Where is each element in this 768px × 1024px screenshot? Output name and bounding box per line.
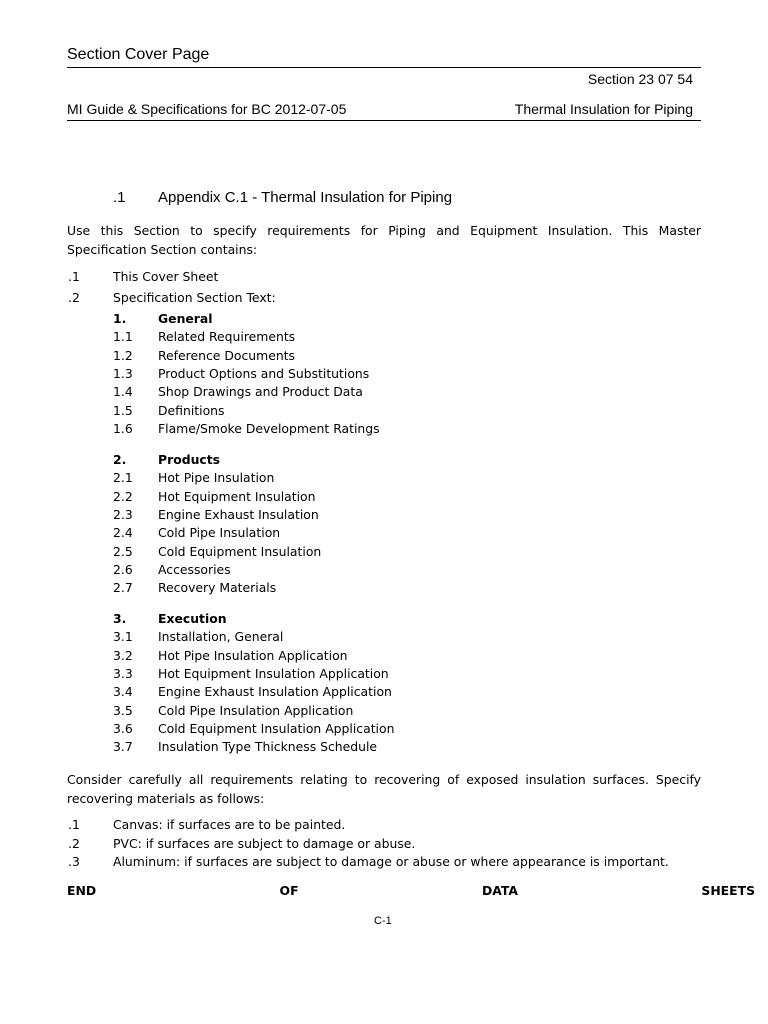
toc-item	[0, 666, 768, 684]
list-item-text: Aluminum: if surfaces are subject to damage or abuse or where appearance is important.	[113, 854, 669, 869]
toc-number: 3.3	[113, 666, 133, 681]
list-item-text: This Cover Sheet	[113, 269, 219, 284]
list-item	[0, 854, 768, 872]
header-rule-top	[67, 67, 701, 68]
list-item	[0, 817, 768, 835]
toc-text: Hot Pipe Insulation Application	[158, 648, 348, 663]
toc-number: 2.5	[113, 544, 133, 559]
toc-text: Cold Pipe Insulation Application	[158, 703, 354, 718]
toc-number: 1.3	[113, 366, 133, 381]
page-title: Section Cover Page	[67, 46, 210, 63]
end-word: END	[67, 883, 97, 898]
group-number: 1.	[113, 311, 127, 326]
recovering-paragraph: Consider carefully all requirements relating to recovering of exposed insulation surfaces. Specify recovering materials as follows:	[67, 772, 701, 806]
toc-item	[0, 403, 768, 421]
list-item-number: .1	[68, 269, 80, 284]
toc-number: 1.2	[113, 348, 133, 363]
toc-text: Product Options and Substitutions	[158, 366, 370, 381]
toc-number: 1.5	[113, 403, 133, 418]
intro-paragraph: Use this Section to specify requirements for Piping and Equipment Insulation. This Master Specification Section contains:	[67, 223, 701, 257]
list-item	[0, 836, 768, 854]
group-heading-general	[0, 311, 768, 329]
list-item-text: Canvas: if surfaces are to be painted.	[113, 817, 346, 832]
toc-text: Related Requirements	[158, 329, 296, 344]
toc-item	[0, 348, 768, 366]
toc-number: 3.7	[113, 739, 133, 754]
toc-text: Recovery Materials	[158, 580, 277, 595]
page-number: C-1	[374, 915, 392, 927]
toc-item	[0, 544, 768, 562]
list-item	[0, 290, 768, 308]
toc-text: Hot Pipe Insulation	[158, 470, 275, 485]
list-item-text: Specification Section Text:	[113, 290, 276, 305]
group-number: 3.	[113, 611, 127, 626]
toc-text: Reference Documents	[158, 348, 295, 363]
toc-item	[0, 739, 768, 757]
toc-number: 3.1	[113, 629, 133, 644]
end-of-data-sheets	[67, 883, 755, 901]
section-number: Section 23 07 54	[587, 71, 693, 87]
toc-text: Engine Exhaust Insulation Application	[158, 684, 392, 699]
toc-number: 2.4	[113, 525, 133, 540]
toc-item	[0, 384, 768, 402]
group-heading-execution	[0, 611, 768, 629]
list-item-text: PVC: if surfaces are subject to damage or abuse.	[113, 836, 416, 851]
toc-text: Cold Equipment Insulation	[158, 544, 322, 559]
group-title: Execution	[158, 611, 227, 626]
list-item-number: .2	[68, 836, 80, 851]
toc-item	[0, 489, 768, 507]
appendix-title: Appendix C.1 - Thermal Insulation for Piping	[158, 189, 453, 206]
end-word: DATA	[481, 883, 518, 898]
group-number: 2.	[113, 452, 127, 467]
toc-text: Hot Equipment Insulation	[158, 489, 316, 504]
end-word: OF	[279, 883, 299, 898]
toc-item	[0, 470, 768, 488]
toc-item	[0, 721, 768, 739]
toc-text: Cold Equipment Insulation Application	[158, 721, 395, 736]
toc-item	[0, 629, 768, 647]
toc-number: 1.6	[113, 421, 133, 436]
toc-item	[0, 421, 768, 439]
toc-number: 2.1	[113, 470, 133, 485]
toc-item	[0, 580, 768, 598]
end-word: SHEETS	[701, 883, 755, 898]
group-title: General	[158, 311, 213, 326]
toc-text: Flame/Smoke Development Ratings	[158, 421, 380, 436]
toc-item	[0, 562, 768, 580]
section-name: Thermal Insulation for Piping	[514, 101, 693, 117]
toc-text: Definitions	[158, 403, 225, 418]
toc-number: 1.1	[113, 329, 133, 344]
list-item-number: .2	[68, 290, 80, 305]
guide-reference: MI Guide & Specifications for BC 2012-07-05	[67, 101, 347, 117]
group-heading-products	[0, 452, 768, 470]
toc-number: 2.6	[113, 562, 133, 577]
toc-item	[0, 525, 768, 543]
toc-number: 3.2	[113, 648, 133, 663]
appendix-number: .1	[113, 189, 126, 206]
toc-number: 3.6	[113, 721, 133, 736]
toc-text: Installation, General	[158, 629, 284, 644]
toc-item	[0, 329, 768, 347]
header-rule-bottom	[67, 120, 701, 121]
toc-item	[0, 507, 768, 525]
group-title: Products	[158, 452, 221, 467]
list-item-number: .3	[68, 854, 80, 869]
toc-number: 2.7	[113, 580, 133, 595]
list-item	[0, 269, 768, 287]
toc-item	[0, 366, 768, 384]
toc-item	[0, 684, 768, 702]
toc-number: 3.4	[113, 684, 133, 699]
toc-number: 2.3	[113, 507, 133, 522]
toc-number: 1.4	[113, 384, 133, 399]
toc-item	[0, 648, 768, 666]
toc-text: Insulation Type Thickness Schedule	[158, 739, 378, 754]
toc-number: 2.2	[113, 489, 133, 504]
list-item-number: .1	[68, 817, 80, 832]
toc-number: 3.5	[113, 703, 133, 718]
toc-text: Shop Drawings and Product Data	[158, 384, 363, 399]
toc-text: Accessories	[158, 562, 231, 577]
toc-item	[0, 703, 768, 721]
toc-text: Engine Exhaust Insulation	[158, 507, 319, 522]
toc-text: Cold Pipe Insulation	[158, 525, 281, 540]
toc-text: Hot Equipment Insulation Application	[158, 666, 389, 681]
